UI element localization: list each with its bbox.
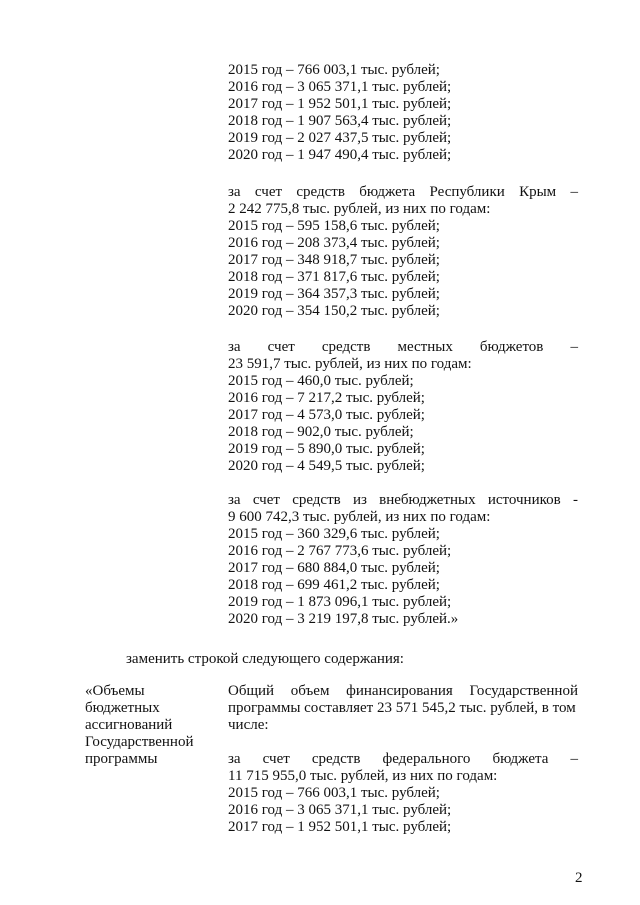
crimea-total: 2 242 775,8 тыс. рублей, из них по годам: xyxy=(228,201,491,217)
row-label-line: программы xyxy=(85,751,158,767)
year-line: 2017 год – 680 884,0 тыс. рублей; xyxy=(228,560,440,576)
offbudget-heading: за счет средств из внебюджетных источников - xyxy=(228,492,578,508)
local-total: 23 591,7 тыс. рублей, из них по годам: xyxy=(228,356,472,372)
crimea-budget-block xyxy=(228,184,578,320)
row-label-cell xyxy=(85,683,215,768)
replace-instruction: заменить строкой следующего содержания: xyxy=(126,651,404,667)
crimea-heading: за счет средств бюджета Республики Крым – xyxy=(228,184,578,200)
year-line: 2019 год – 5 890,0 тыс. рублей; xyxy=(228,441,425,457)
year-line: 2015 год – 360 329,6 тыс. рублей; xyxy=(228,526,440,542)
year-line: 2018 год – 371 817,6 тыс. рублей; xyxy=(228,269,440,285)
year-line: 2020 год – 354 150,2 тыс. рублей; xyxy=(228,303,440,319)
year-line: 2015 год – 460,0 тыс. рублей; xyxy=(228,373,414,389)
year-line: 2017 год – 348 918,7 тыс. рублей; xyxy=(228,252,440,268)
year-line: 2015 год – 595 158,6 тыс. рублей; xyxy=(228,218,440,234)
row-label-line: Государственной xyxy=(85,734,194,750)
offbudget-sources-block xyxy=(228,492,578,628)
page-number: 2 xyxy=(575,870,583,886)
year-line: 2016 год – 208 373,4 тыс. рублей; xyxy=(228,235,440,251)
year-line: 2015 год – 766 003,1 тыс. рублей; xyxy=(228,785,440,801)
federal-budget-years-block xyxy=(228,62,578,164)
year-line: 2018 год – 699 461,2 тыс. рублей; xyxy=(228,577,440,593)
total-funding-heading: Общий объем финансирования Государственной xyxy=(228,683,578,699)
year-line: 2020 год – 3 219 197,8 тыс. рублей.» xyxy=(228,611,459,627)
year-line: 2017 год – 1 952 501,1 тыс. рублей; xyxy=(228,96,452,112)
year-line: 2020 год – 4 549,5 тыс. рублей; xyxy=(228,458,425,474)
year-line: 2016 год – 3 065 371,1 тыс. рублей; xyxy=(228,79,452,95)
local-heading: за счет средств местных бюджетов – xyxy=(228,339,578,355)
total-funding-line: числе: xyxy=(228,717,269,733)
federal-total: 11 715 955,0 тыс. рублей, из них по годам: xyxy=(228,768,498,784)
row-label-line: «Объемы xyxy=(85,683,145,699)
offbudget-total: 9 600 742,3 тыс. рублей, из них по годам: xyxy=(228,509,491,525)
federal-heading: за счет средств федерального бюджета – xyxy=(228,751,578,767)
local-budget-block xyxy=(228,339,578,475)
year-line: 2016 год – 3 065 371,1 тыс. рублей; xyxy=(228,802,452,818)
total-funding-line: программы составляет 23 571 545,2 тыс. рублей, в том xyxy=(228,700,576,716)
year-line: 2016 год – 2 767 773,6 тыс. рублей; xyxy=(228,543,452,559)
year-line: 2017 год – 4 573,0 тыс. рублей; xyxy=(228,407,425,423)
year-line: 2019 год – 1 873 096,1 тыс. рублей; xyxy=(228,594,452,610)
row-content-cell xyxy=(228,683,578,836)
year-line: 2016 год – 7 217,2 тыс. рублей; xyxy=(228,390,425,406)
year-line: 2019 год – 364 357,3 тыс. рублей; xyxy=(228,286,440,302)
year-line: 2017 год – 1 952 501,1 тыс. рублей; xyxy=(228,819,452,835)
year-line: 2020 год – 1 947 490,4 тыс. рублей; xyxy=(228,147,452,163)
row-label-line: бюджетных xyxy=(85,700,160,716)
year-line: 2018 год – 1 907 563,4 тыс. рублей; xyxy=(228,113,452,129)
year-line: 2015 год – 766 003,1 тыс. рублей; xyxy=(228,62,440,78)
year-line: 2019 год – 2 027 437,5 тыс. рублей; xyxy=(228,130,452,146)
year-line: 2018 год – 902,0 тыс. рублей; xyxy=(228,424,414,440)
row-label-line: ассигнований xyxy=(85,717,173,733)
